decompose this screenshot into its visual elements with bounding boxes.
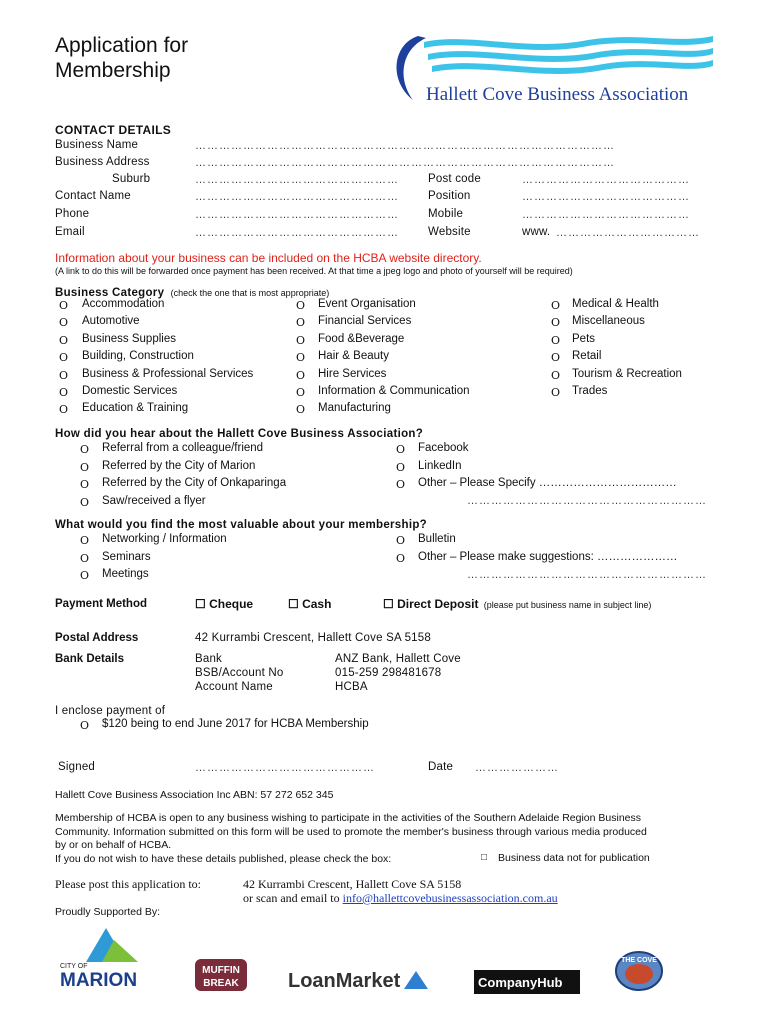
radio-bullet-icon[interactable]: O	[59, 333, 69, 347]
hear-option-label: LinkedIn	[418, 459, 462, 472]
bank-detail-key: BSB/Account No	[195, 667, 284, 679]
svg-text:THE COVE: THE COVE	[621, 957, 657, 964]
email-field[interactable]: ……………………………………………	[195, 227, 399, 239]
phone-label: Phone	[55, 208, 90, 220]
category-option-label: Building, Construction	[82, 350, 194, 363]
radio-bullet-icon[interactable]: O	[80, 551, 90, 565]
postal-address-label: Postal Address	[55, 632, 139, 644]
category-option-label: Event Organisation	[318, 298, 416, 310]
svg-text:CITY OF: CITY OF	[60, 963, 88, 970]
loan-market-logo	[288, 965, 438, 995]
bank-detail-key: Account Name	[195, 681, 273, 693]
business-address-label: Business Address	[55, 156, 150, 168]
signed-field[interactable]: ………………………………………	[195, 762, 375, 774]
radio-bullet-icon[interactable]: O	[551, 386, 561, 399]
suburb-field[interactable]: ……………………………………………	[195, 174, 399, 186]
membership-line-3: by or on behalf of HCBA.	[55, 839, 172, 851]
payment-cash-checkbox[interactable]: ☐ Cash	[288, 597, 332, 611]
valuable-option-label: Other – Please make suggestions: …………………	[418, 550, 678, 563]
svg-text:BREAK: BREAK	[203, 978, 239, 989]
phone-field[interactable]: ……………………………………………	[195, 209, 399, 221]
bank-detail-value: 015-259 298481678	[335, 667, 442, 679]
category-heading: Business Category	[55, 287, 165, 299]
contact-name-label: Contact Name	[55, 190, 131, 202]
postal-address-value: 42 Kurrambi Crescent, Hallett Cove SA 5158	[195, 632, 431, 644]
category-option-label: Business Supplies	[82, 332, 176, 345]
valuable-option-label: Seminars	[102, 550, 151, 563]
signed-label: Signed	[58, 761, 96, 773]
category-option-label: Miscellaneous	[572, 315, 645, 328]
city-of-marion-logo	[58, 928, 148, 990]
email-link[interactable]: info@hallettcovebusinessassociation.com.au	[342, 891, 558, 905]
post-or-scan: or scan and email to	[243, 891, 340, 905]
website-label: Website	[428, 226, 471, 238]
business-address-field[interactable]: ……………………………………………………………………………………………	[195, 157, 615, 169]
category-hint: (check the one that is most appropriate)	[170, 288, 330, 298]
radio-bullet-icon[interactable]: O	[551, 351, 561, 365]
category-option-label: Financial Services	[318, 315, 412, 328]
contact-heading: CONTACT DETAILS	[55, 123, 172, 137]
svg-text:MUFFIN: MUFFIN	[202, 965, 240, 976]
category-option-label: Tourism & Recreation	[572, 367, 682, 380]
enclose-text: I enclose payment of	[55, 705, 166, 717]
radio-bullet-icon[interactable]: O	[396, 443, 406, 456]
radio-bullet-icon[interactable]: O	[59, 316, 69, 330]
category-option-label: Business & Professional Services	[82, 367, 254, 380]
contact-name-field[interactable]: ……………………………………………	[195, 191, 399, 203]
bank-detail-value: ANZ Bank, Hallett Cove	[335, 653, 461, 665]
radio-bullet-icon[interactable]: O	[396, 551, 406, 565]
post-label: Please post this application to:	[55, 877, 201, 891]
membership-line-4: If you do not wish to have these details published, please check the box:	[55, 852, 392, 865]
suburb-label: Suburb	[112, 173, 151, 185]
supported-label: Proudly Supported By:	[55, 906, 161, 918]
mobile-label: Mobile	[428, 208, 464, 220]
svg-text:CompanyHub: CompanyHub	[478, 975, 563, 990]
logo-text: Hallett Cove Business Association	[426, 84, 689, 105]
category-option-label: Manufacturing	[318, 402, 391, 415]
the-cove-logo	[614, 950, 664, 992]
radio-bullet-icon[interactable]: O	[551, 333, 561, 347]
directory-notice: Information about your business can be included on the HCBA website directory.	[55, 251, 482, 265]
payment-cheque-checkbox[interactable]: ☐ Cheque	[195, 597, 254, 611]
category-option-label: Hire Services	[318, 367, 387, 380]
post-address: 42 Kurrambi Crescent, Hallett Cove SA 5158	[243, 877, 462, 891]
date-label: Date	[428, 761, 454, 773]
hear-option-label: Referral from a colleague/friend	[102, 442, 264, 454]
radio-bullet-icon[interactable]: O	[59, 386, 69, 399]
radio-bullet-icon[interactable]: O	[80, 478, 90, 491]
payment-method-label: Payment Method	[55, 598, 148, 610]
enclose-option-label: $120 being to end June 2017 for HCBA Membership	[102, 718, 369, 730]
mobile-field[interactable]: ……………………………………	[522, 209, 690, 221]
radio-bullet-icon[interactable]: O	[551, 299, 561, 312]
category-option-label: Food &Beverage	[318, 332, 405, 345]
hear-option-label: Referred by the City of Marion	[102, 459, 256, 472]
website-field[interactable]: ………………………………	[556, 227, 700, 239]
hear-option-label: Facebook	[418, 442, 469, 454]
category-option-label: Hair & Beauty	[318, 350, 389, 363]
muffin-break-logo	[193, 955, 249, 995]
category-option-label: Pets	[572, 332, 596, 345]
radio-bullet-icon[interactable]: O	[80, 443, 90, 456]
position-field[interactable]: ……………………………………	[522, 191, 690, 203]
category-heading-row	[55, 285, 329, 299]
post-code-field[interactable]: ……………………………………	[522, 174, 690, 186]
post-email-row	[243, 891, 558, 906]
membership-line-1: Membership of HCBA is open to any business wishing to participate in the activities of the Southern Adelaide Region Business	[55, 812, 642, 824]
payment-direct-checkbox[interactable]: ☐ Direct Deposit	[383, 597, 479, 611]
radio-bullet-icon[interactable]: O	[296, 351, 306, 365]
radio-bullet-icon[interactable]: O	[551, 316, 561, 330]
bank-detail-value: HCBA	[335, 681, 368, 693]
enclose-option-bullet[interactable]: O	[80, 719, 90, 732]
valuable-other-extra-field[interactable]: ……………………………………………………	[467, 569, 707, 581]
bank-detail-key: Bank	[195, 653, 223, 665]
radio-bullet-icon[interactable]: O	[80, 534, 90, 547]
valuable-option-label: Networking / Information	[102, 533, 227, 545]
category-option-label: Accommodation	[82, 298, 165, 310]
radio-bullet-icon[interactable]: O	[296, 333, 306, 347]
radio-bullet-icon[interactable]: O	[59, 351, 69, 365]
publication-checkbox[interactable]: □	[481, 852, 488, 863]
membership-line-2: Community. Information submitted on this form will be used to promote the member's business through various media produced	[55, 825, 647, 838]
radio-bullet-icon[interactable]: O	[80, 460, 90, 474]
radio-bullet-icon[interactable]: O	[80, 495, 90, 509]
website-prefix: www.	[522, 226, 551, 238]
category-option-label: Medical & Health	[572, 298, 659, 310]
valuable-option-label: Meetings	[102, 568, 149, 580]
payment-direct-row	[383, 597, 651, 611]
radio-bullet-icon[interactable]: O	[59, 299, 69, 312]
radio-bullet-icon[interactable]: O	[296, 386, 306, 399]
publication-label: Business data not for publication	[498, 852, 650, 864]
radio-bullet-icon[interactable]: O	[59, 368, 69, 382]
directory-note: (A link to do this will be forwarded once payment has been received. At that time a jpeg logo and photo of yourself will be required)	[55, 266, 573, 276]
valuable-option-label: Bulletin	[418, 533, 456, 545]
page-title: Application for Membership	[55, 34, 189, 82]
radio-bullet-icon[interactable]: O	[396, 534, 406, 547]
category-option-label: Education & Training	[82, 402, 189, 415]
radio-bullet-icon[interactable]: O	[396, 460, 406, 474]
company-hub-logo	[474, 970, 580, 994]
category-option-label: Retail	[572, 350, 602, 363]
post-code-label: Post code	[428, 173, 481, 185]
hear-heading: How did you hear about the Hallett Cove Business Association?	[55, 428, 424, 440]
hear-option-label: Saw/received a flyer	[102, 494, 206, 507]
email-label: Email	[55, 226, 85, 238]
business-name-field[interactable]: ……………………………………………………………………………………………	[195, 140, 615, 152]
hear-option-label: Referred by the City of Onkaparinga	[102, 477, 287, 489]
position-label: Position	[428, 190, 471, 202]
category-option-label: Domestic Services	[82, 385, 178, 397]
radio-bullet-icon[interactable]: O	[296, 299, 306, 312]
radio-bullet-icon[interactable]: O	[296, 316, 306, 330]
hcba-logo	[388, 30, 720, 108]
radio-bullet-icon[interactable]: O	[296, 368, 306, 382]
radio-bullet-icon[interactable]: O	[59, 403, 69, 417]
svg-text:LoanMarket: LoanMarket	[288, 970, 401, 992]
hear-other-extra-field[interactable]: ……………………………………………………	[467, 495, 707, 507]
radio-bullet-icon[interactable]: O	[80, 569, 90, 582]
category-option-label: Automotive	[82, 315, 140, 328]
bank-details-label: Bank Details	[55, 653, 125, 665]
hear-option-label: Other – Please Specify ………………………………	[418, 477, 677, 489]
radio-bullet-icon[interactable]: O	[396, 478, 406, 491]
business-name-label: Business Name	[55, 139, 139, 151]
radio-bullet-icon[interactable]: O	[296, 403, 306, 417]
radio-bullet-icon[interactable]: O	[551, 368, 561, 382]
payment-direct-note: (please put business name in subject line)	[483, 600, 652, 610]
abn-text: Hallett Cove Business Association Inc ABN: 57 272 652 345	[55, 789, 334, 801]
svg-text:MARION: MARION	[60, 970, 138, 990]
valuable-heading: What would you find the most valuable about your membership?	[55, 519, 427, 531]
category-option-label: Information & Communication	[318, 385, 470, 397]
category-option-label: Trades	[572, 385, 608, 397]
date-field[interactable]: …………………	[475, 762, 559, 774]
